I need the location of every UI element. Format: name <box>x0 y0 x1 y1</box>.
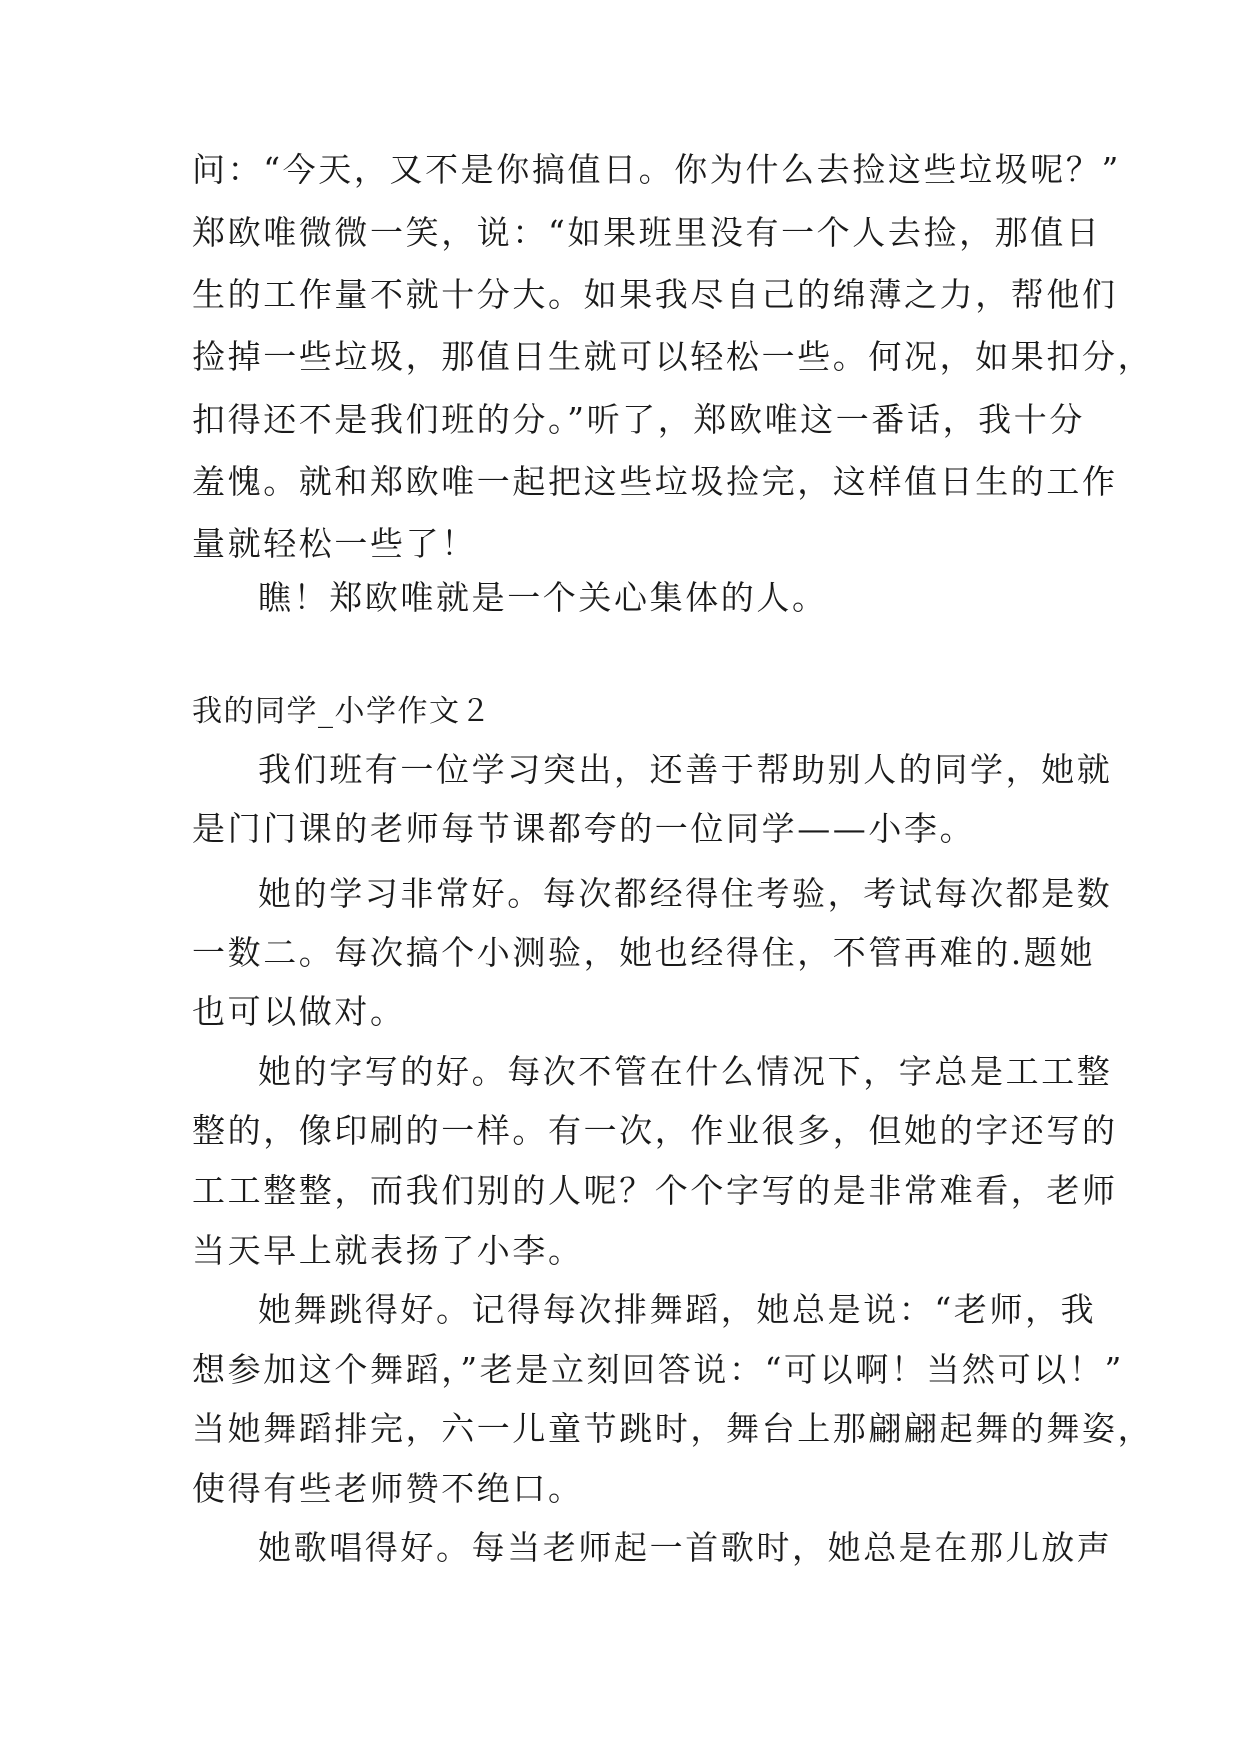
paragraph-line: 她歌唱得好。每当老师起一首歌时，她总是在那儿放声 <box>258 1528 1113 1567</box>
paragraph-line: 瞧！郑欧唯就是一个关心集体的人。 <box>258 578 828 617</box>
paragraph-line: 她舞跳得好。记得每次排舞蹈，她总是说：“老师，我 <box>258 1290 1097 1329</box>
paragraph-line: 量就轻松一些了！ <box>192 524 477 563</box>
paragraph-line: 生的工作量不就十分大。如果我尽自己的绵薄之力，帮他们 <box>192 275 1118 314</box>
paragraph-line: 是门门课的老师每节课都夸的一位同学——小李。 <box>192 809 976 848</box>
paragraph-line: 也可以做对。 <box>192 992 406 1031</box>
paragraph-line: 捡掉一些垃圾，那值日生就可以轻松一些。何况，如果扣分， <box>192 337 1154 376</box>
paragraph-line: 一数二。每次搞个小测验，她也经得住，不管再难的.题她 <box>192 933 1096 972</box>
paragraph-line: 她的字写的好。每次不管在什么情况下，字总是工工整 <box>258 1052 1113 1091</box>
paragraph-line: 想参加这个舞蹈，”老是立刻回答说：“可以啊！当然可以！” <box>192 1350 1124 1389</box>
paragraph-line: 郑欧唯微微一笑，说：“如果班里没有一个人去捡，那值日 <box>192 213 1102 252</box>
paragraph-line: 扣得还不是我们班的分。”听了，郑欧唯这一番话，我十分 <box>192 400 1085 439</box>
paragraph-line: 她的学习非常好。每次都经得住考验，考试每次都是数 <box>258 874 1113 913</box>
paragraph-line: 整的，像印刷的一样。有一次，作业很多，但她的字还写的 <box>192 1111 1118 1150</box>
paragraph-line: 羞愧。就和郑欧唯一起把这些垃圾捡完，这样值日生的工作 <box>192 462 1118 501</box>
paragraph-line: 当天早上就表扬了小李。 <box>192 1231 584 1270</box>
paragraph-line: 我们班有一位学习突出，还善于帮助别人的同学，她就 <box>258 750 1113 789</box>
paragraph-line: 当她舞蹈排完，六一儿童节跳时，舞台上那翩翩起舞的舞姿， <box>192 1409 1154 1448</box>
paragraph-line: 工工整整，而我们别的人呢？个个字写的是非常难看，老师 <box>192 1171 1118 1210</box>
paragraph-line: 使得有些老师赞不绝口。 <box>192 1469 584 1508</box>
section-title: 我的同学_小学作文２ <box>192 694 492 729</box>
paragraph-line: 问：“今天，又不是你搞值日。你为什么去捡这些垃圾呢？” <box>192 150 1121 189</box>
